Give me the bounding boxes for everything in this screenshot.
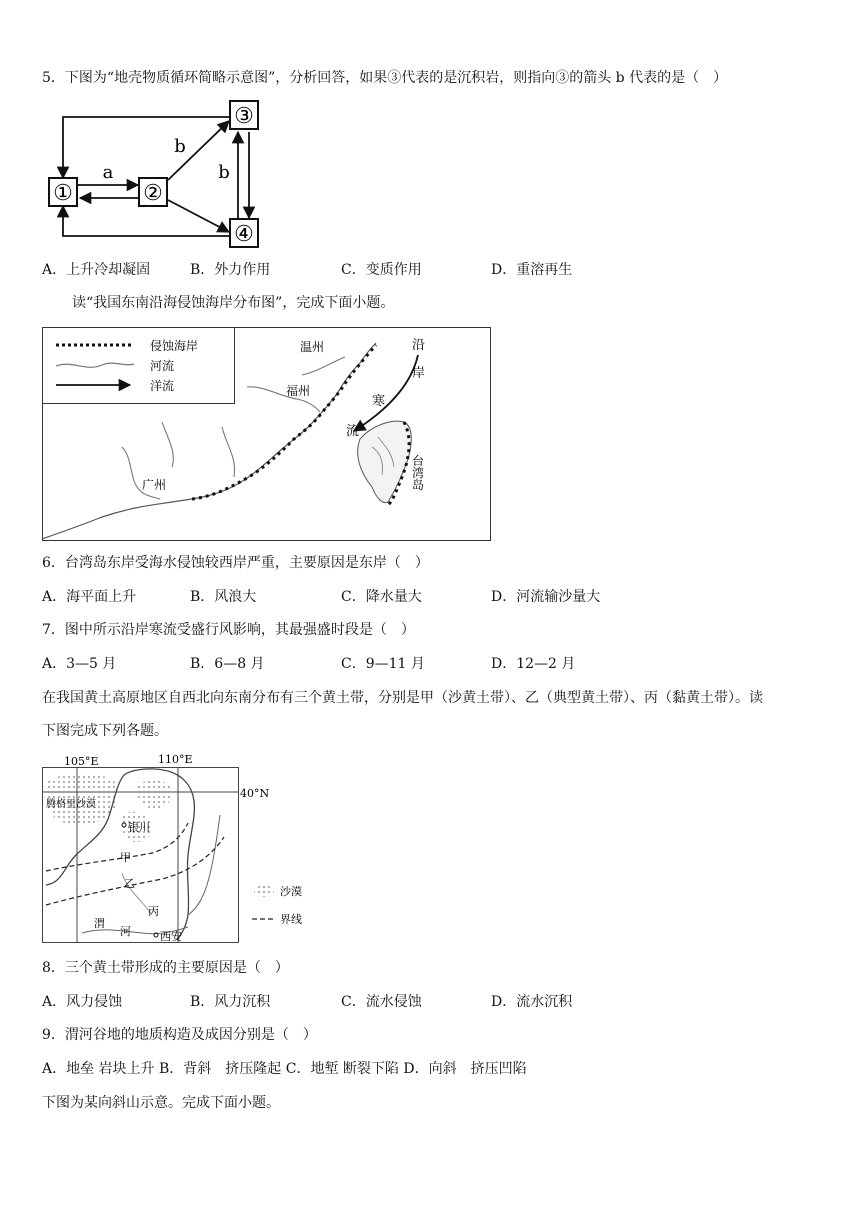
arrow-2-to-4	[168, 200, 229, 232]
node-2: ②	[143, 181, 163, 206]
rock-cycle-diagram	[0, 0, 860, 260]
legend-current: 洋流	[150, 379, 175, 393]
label-wenzhou: 温州	[300, 340, 325, 354]
q5-stem: 5．下图为“地壳物质循环简略示意图”，分析回答，如果③代表的是沉积岩，则指向③的箭头 b 代表的是（ ）	[42, 70, 728, 86]
q5-option-b[interactable]: B．外力作用	[190, 262, 271, 278]
q5-option-d[interactable]: D．重溶再生	[491, 262, 573, 278]
label-desert: 腾格里沙漠	[46, 799, 96, 810]
q6-option-c[interactable]: C．降水量大	[341, 589, 422, 605]
label-105e: 105°E	[64, 755, 99, 768]
label-taiwan-3: 岛	[412, 478, 425, 492]
q8-option-c[interactable]: C．流水侵蚀	[341, 994, 422, 1010]
q8-option-b[interactable]: B．风力沉积	[190, 994, 271, 1010]
label-belt-c: 丙	[148, 905, 159, 918]
q6-option-d[interactable]: D．河流输沙量大	[491, 589, 601, 605]
q9-stem: 9．渭河谷地的地质构造及成因分别是（ ）	[42, 1027, 317, 1043]
arrow-label-b-vertical: b	[218, 162, 230, 183]
node-4: ④	[234, 222, 254, 247]
intro-6-7: 读“我国东南沿海侵蚀海岸分布图”，完成下面小题。	[72, 295, 395, 311]
q5-option-c[interactable]: C．变质作用	[341, 262, 422, 278]
arrow-3-to-1	[63, 117, 230, 178]
intro-8-9-line2: 下图完成下列各题。	[42, 723, 168, 739]
label-yinchuan: 银川	[128, 821, 150, 834]
outro: 下图为某向斜山示意。完成下面小题。	[42, 1095, 280, 1111]
label-belt-b: 乙	[124, 877, 135, 890]
q6-option-b[interactable]: B．风浪大	[190, 589, 257, 605]
legend-desert: 沙漠	[280, 885, 302, 898]
label-40n: 40°N	[240, 787, 270, 800]
label-weihe-2: 河	[120, 925, 131, 938]
q5-option-a[interactable]: A．上升冷却凝固	[42, 262, 151, 278]
q7-option-a[interactable]: A．3—5 月	[42, 656, 117, 672]
q8-option-d[interactable]: D．流水沉积	[491, 994, 573, 1010]
label-fuzhou: 福州	[286, 384, 311, 398]
legend-boundary: 界线	[280, 913, 302, 926]
label-current-4: 流	[346, 424, 360, 439]
label-taiwan-1: 台	[412, 454, 425, 468]
intro-8-9-line1: 在我国黄土高原地区自西北向东南分布有三个黄土带，分别是甲（沙黄土带）、乙（典型黄土带）、丙（黏黄土带）。读	[42, 690, 763, 706]
q7-option-b[interactable]: B．6—8 月	[190, 656, 265, 672]
arrow-label-b-diagonal: b	[174, 136, 186, 157]
legend-erosion-coast: 侵蚀海岸	[150, 339, 199, 353]
label-guangzhou: 广州	[142, 478, 167, 492]
node-3: ③	[234, 104, 254, 129]
label-110e: 110°E	[158, 753, 193, 766]
legend-river: 河流	[150, 359, 175, 373]
q6-option-a[interactable]: A．海平面上升	[42, 589, 137, 605]
q7-stem: 7．图中所示沿岸寒流受盛行风影响，其最强盛时段是（ ）	[42, 622, 415, 638]
coast-erosion-map	[42, 327, 491, 541]
q7-option-c[interactable]: C．9—11 月	[341, 656, 425, 672]
label-current-1: 沿	[412, 338, 426, 353]
q9-options[interactable]: A．地垒 岩块上升 B．背斜 挤压隆起 C．地堑 断裂下陷 D．向斜 挤压凹陷	[42, 1061, 527, 1077]
loess-plateau-map	[42, 755, 372, 945]
q8-stem: 8．三个黄土带形成的主要原因是（ ）	[42, 960, 289, 976]
label-current-2: 岸	[412, 366, 426, 381]
label-current-3: 寒	[372, 394, 386, 409]
label-weihe-1: 渭	[94, 917, 105, 930]
node-1: ①	[53, 181, 73, 206]
arrow-4-to-1	[63, 206, 230, 236]
q8-option-a[interactable]: A．风力侵蚀	[42, 994, 123, 1010]
label-belt-a: 甲	[120, 851, 131, 864]
q6-stem: 6．台湾岛东岸受海水侵蚀较西岸严重，主要原因是东岸（ ）	[42, 555, 429, 571]
q7-option-d[interactable]: D．12—2 月	[491, 656, 576, 672]
label-xian: 西安	[160, 930, 182, 943]
label-taiwan-2: 湾	[412, 466, 425, 480]
arrow-label-a: a	[102, 162, 114, 183]
